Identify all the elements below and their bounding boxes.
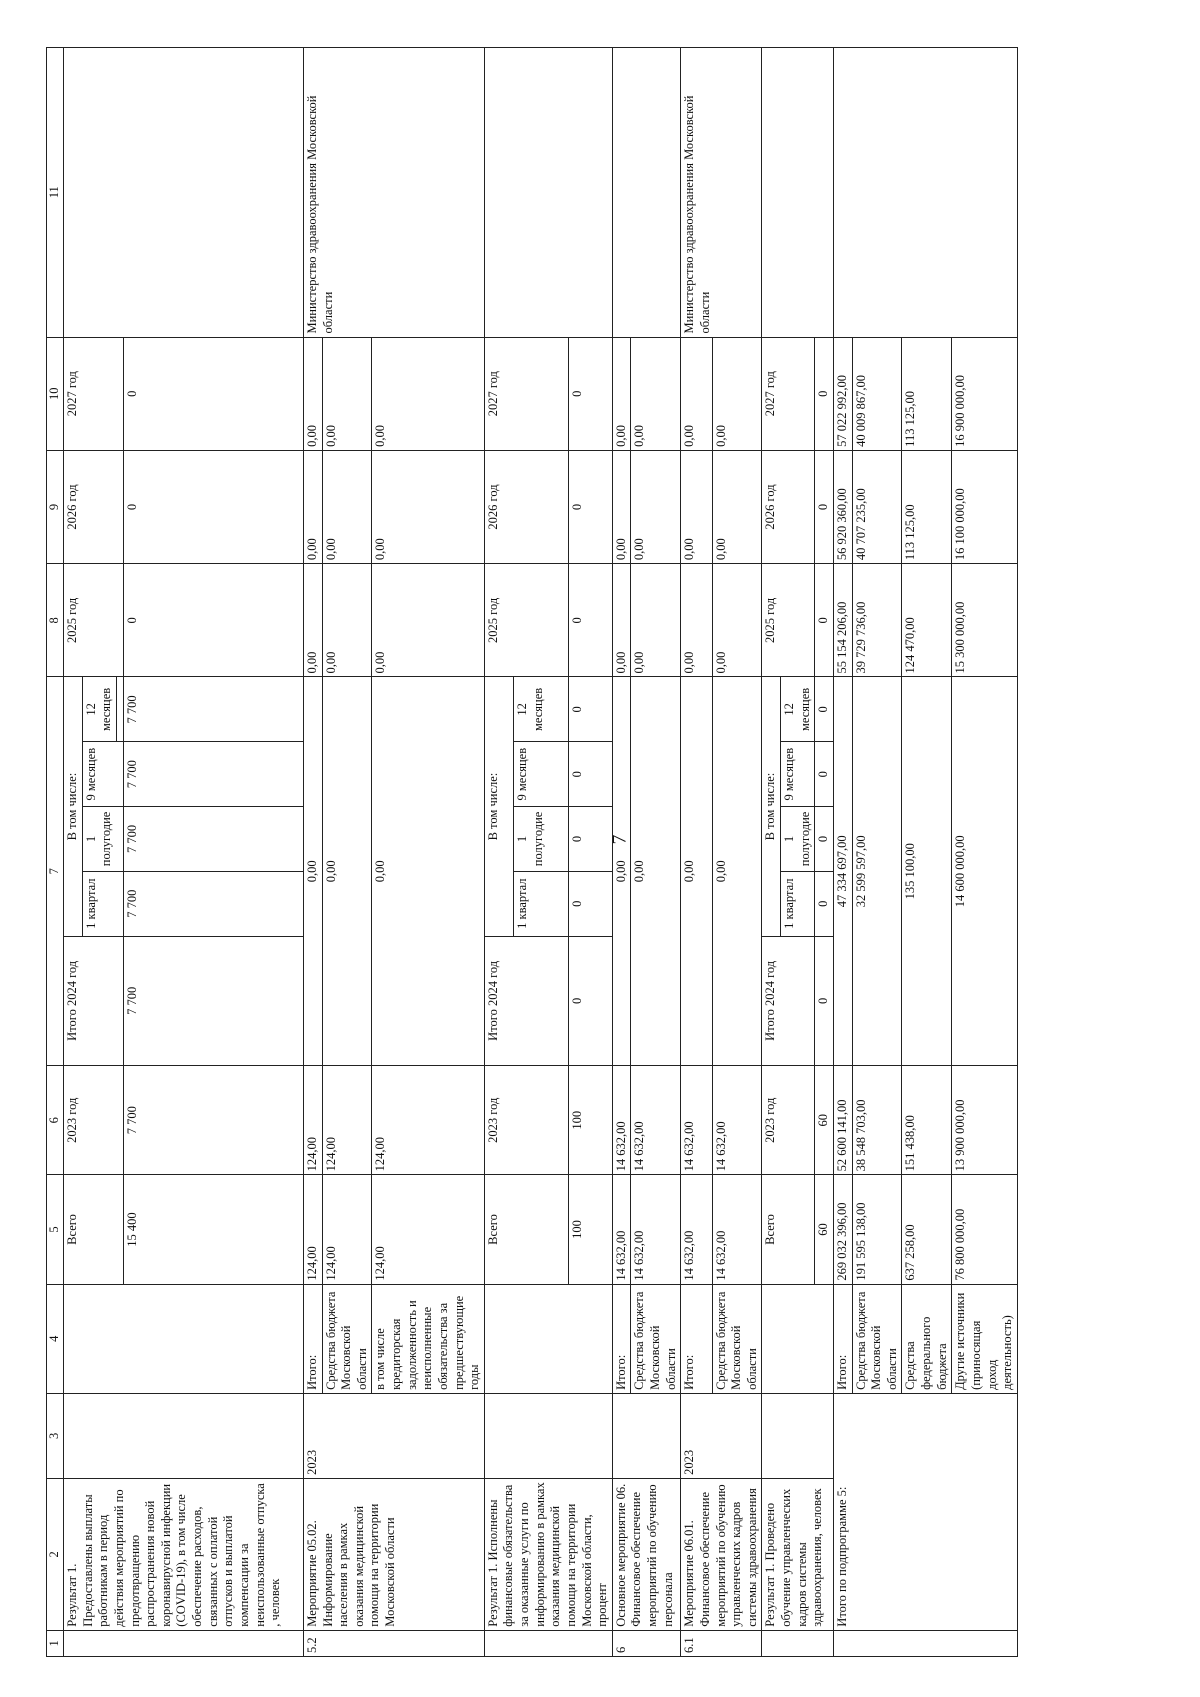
value-cell: 0,00 <box>631 450 681 563</box>
value-cell: 0 <box>815 936 834 1066</box>
value-cell: 0,00 <box>612 337 631 450</box>
col-header: 10 <box>47 337 64 450</box>
row-number: 6 <box>612 1630 681 1656</box>
table-row <box>762 48 781 1657</box>
label-including: В том числе: <box>484 677 514 936</box>
value-cell: 0 <box>568 742 612 807</box>
table-row <box>681 48 712 1657</box>
table-row <box>833 48 852 1657</box>
value-cell: 135 100,00 <box>902 677 952 1066</box>
value-cell: 0 <box>815 871 834 936</box>
page-number: 7 <box>608 834 631 845</box>
result-name: Результат 1. Исполнены финансовые обязательства за оказанные услуги по информированию в рамках оказания медицинской помощи на территории Московской области, процент <box>484 1478 612 1630</box>
value-cell: 0,00 <box>712 564 762 677</box>
value-cell: 76 800 000,00 <box>952 1175 1018 1284</box>
value-cell: 15 400 <box>123 1175 303 1284</box>
table-row <box>64 48 83 1657</box>
measure-year: 2023 <box>303 1393 484 1478</box>
value-cell: 0,00 <box>372 450 484 563</box>
value-cell: 56 920 360,00 <box>833 450 852 563</box>
value-cell: 57 022 992,00 <box>833 337 852 450</box>
value-cell: 0,00 <box>631 677 681 1066</box>
value-cell: 0 <box>568 807 612 872</box>
label-period: 1 полугодие <box>82 807 123 872</box>
col-header: 6 <box>47 1066 64 1175</box>
source-label: Итого: <box>303 1284 322 1393</box>
value-cell: 113 125,00 <box>902 450 952 563</box>
value-cell: 47 334 697,00 <box>833 677 852 1066</box>
source-label: Итого: <box>833 1284 852 1393</box>
col-header: 5 <box>47 1175 64 1284</box>
value-cell: 0,00 <box>372 677 484 1066</box>
col-header: 9 <box>47 450 64 563</box>
value-cell: 0,00 <box>631 564 681 677</box>
value-cell: 0,00 <box>631 337 681 450</box>
value-cell: 0 <box>568 564 612 677</box>
value-cell: 124,00 <box>372 1066 484 1175</box>
value-cell: 14 600 000,00 <box>952 677 1018 1066</box>
label-period: 9 месяцев <box>514 742 568 807</box>
label-year: 2027 год <box>762 337 815 450</box>
col-header: 4 <box>47 1284 64 1393</box>
value-cell: 38 548 703,00 <box>852 1066 902 1175</box>
value-cell: 0,00 <box>712 450 762 563</box>
value-cell: 0 <box>815 337 834 450</box>
label-including: В том числе: <box>64 677 83 936</box>
label-period: 9 месяцев <box>82 742 123 807</box>
value-cell: 39 729 736,00 <box>852 564 902 677</box>
value-cell: 0,00 <box>322 677 372 1066</box>
col-header: 11 <box>47 48 64 338</box>
label-year: 2025 год <box>64 564 124 677</box>
value-cell: 124 470,00 <box>902 564 952 677</box>
value-cell: 124,00 <box>372 1175 484 1284</box>
value-cell: 60 <box>815 1175 834 1284</box>
value-cell: 0 <box>815 564 834 677</box>
value-cell: 0,00 <box>612 450 631 563</box>
value-cell: 0 <box>815 450 834 563</box>
value-cell: 100 <box>568 1175 612 1284</box>
source-label: Итого: <box>681 1284 712 1393</box>
label-period: 1 полугодие <box>514 807 568 872</box>
value-cell: 0,00 <box>681 450 712 563</box>
source-label: Средства бюджета Московской области <box>712 1284 762 1393</box>
value-cell: 0 <box>568 871 612 936</box>
value-cell: 13 900 000,00 <box>952 1066 1018 1175</box>
value-cell: 0,00 <box>303 337 322 450</box>
measure-name: Основное мероприятие 06. Финансовое обеспечение мероприятий по обучению персонала <box>612 1478 681 1630</box>
value-cell: 14 632,00 <box>631 1175 681 1284</box>
table-row <box>484 48 514 1657</box>
label-total: Всего <box>762 1175 815 1284</box>
value-cell: 14 632,00 <box>712 1066 762 1175</box>
value-cell: 0 <box>815 677 834 742</box>
value-cell: 124,00 <box>322 1066 372 1175</box>
value-cell: 60 <box>815 1066 834 1175</box>
table-row <box>612 48 631 1657</box>
label-year: 2023 год <box>762 1066 815 1175</box>
label-year: 2027 год <box>64 337 124 450</box>
value-cell: 269 032 396,00 <box>833 1175 852 1284</box>
value-cell: 0,00 <box>372 337 484 450</box>
value-cell: 0,00 <box>372 564 484 677</box>
measure-year: 2023 <box>681 1393 762 1478</box>
value-cell: 7 700 <box>123 677 303 742</box>
value-cell: 14 632,00 <box>681 1175 712 1284</box>
label-year: 2023 год <box>64 1066 124 1175</box>
responsible: Министерство здравоохранения Московской области <box>681 48 762 338</box>
value-cell: 0,00 <box>612 677 631 1066</box>
label-itogo-2024: Итого 2024 год <box>64 936 124 1066</box>
value-cell: 7 700 <box>123 936 303 1066</box>
col-header: 1 <box>47 1630 64 1656</box>
value-cell: 0 <box>568 337 612 450</box>
value-cell: 7 700 <box>123 807 303 872</box>
value-cell: 7 700 <box>123 1066 303 1175</box>
value-cell: 14 632,00 <box>631 1066 681 1175</box>
result-name: Результат 1. Предоставлены выплаты работникам в период действия мероприятий по предотвращению распространения новой коронавирусной инфекции (COVID-19), в том числе обеспечение расходов, связанных с оплатой отпусков и выплатой компенсации за неиспользованные отпуска , человек <box>64 1478 304 1630</box>
responsible: Министерство здравоохранения Московской области <box>303 48 484 338</box>
label-period: 1 квартал <box>514 871 568 936</box>
value-cell: 14 632,00 <box>612 1066 631 1175</box>
value-cell: 100 <box>568 1066 612 1175</box>
value-cell: 0 <box>568 936 612 1066</box>
col-header: 3 <box>47 1393 64 1478</box>
label-including: В том числе: <box>762 677 781 936</box>
value-cell: 14 632,00 <box>712 1175 762 1284</box>
measure-name: Мероприятие 06.01. Финансовое обеспечение мероприятий по обучению управленческих кадров системы здравоохранения <box>681 1478 762 1630</box>
row-number: 6.1 <box>681 1630 762 1656</box>
source-label: Другие источники (приносящая доход деятельность) <box>952 1284 1018 1393</box>
label-year: 2025 год <box>484 564 568 677</box>
value-cell: 124,00 <box>303 1066 322 1175</box>
source-label: Итого: <box>612 1284 631 1393</box>
source-label: Средства бюджета Московской области <box>852 1284 902 1393</box>
label-itogo-2024: Итого 2024 год <box>762 936 815 1066</box>
value-cell: 637 258,00 <box>902 1175 952 1284</box>
table-row <box>303 48 322 1657</box>
budget-table <box>46 47 1018 1657</box>
source-label: Средства бюджета Московской области <box>322 1284 372 1393</box>
value-cell: 14 632,00 <box>681 1066 712 1175</box>
source-label: Средства бюджета Московской области <box>631 1284 681 1393</box>
value-cell: 32 599 597,00 <box>852 677 902 1066</box>
value-cell: 0,00 <box>681 677 712 1066</box>
measure-name: Мероприятие 05.02. Информирование населения в рамках оказания медицинской помощи на территории Московской области <box>303 1478 484 1630</box>
value-cell: 7 700 <box>123 871 303 936</box>
value-cell: 0,00 <box>681 564 712 677</box>
value-cell: 0,00 <box>712 677 762 1066</box>
row-number: 5.2 <box>303 1630 484 1656</box>
value-cell: 0 <box>123 450 303 563</box>
label-year: 2027 год <box>484 337 568 450</box>
value-cell: 113 125,00 <box>902 337 952 450</box>
value-cell: 0,00 <box>303 564 322 677</box>
value-cell: 7 700 <box>123 742 303 807</box>
label-period: 9 месяцев <box>781 742 815 807</box>
value-cell: 151 438,00 <box>902 1066 952 1175</box>
label-itogo-2024: Итого 2024 год <box>484 936 568 1066</box>
value-cell: 0 <box>123 337 303 450</box>
result-name: Результат 1. Проведено обучение управленческих кадров системы здравоохранения, человек <box>762 1478 834 1630</box>
label-year: 2026 год <box>484 450 568 563</box>
value-cell: 0 <box>123 564 303 677</box>
subprogram-total-label: Итого по подпрограмме 5: <box>833 1393 1017 1630</box>
value-cell: 191 595 138,00 <box>852 1175 902 1284</box>
value-cell: 0,00 <box>322 337 372 450</box>
label-period: 1 квартал <box>82 871 123 936</box>
label-period: 12 месяцев <box>82 677 116 742</box>
label-year: 2026 год <box>64 450 124 563</box>
label-period: 12 месяцев <box>781 677 815 742</box>
col-header: 2 <box>47 1478 64 1630</box>
value-cell: 15 300 000,00 <box>952 564 1018 677</box>
value-cell: 16 100 000,00 <box>952 450 1018 563</box>
value-cell: 0 <box>568 677 612 742</box>
value-cell: 14 632,00 <box>612 1175 631 1284</box>
value-cell: 0,00 <box>712 337 762 450</box>
col-header: 8 <box>47 564 64 677</box>
label-period: 1 полугодие <box>781 807 815 872</box>
label-period: 12 месяцев <box>514 677 568 742</box>
label-year: 2025 год <box>762 564 815 677</box>
label-period: 1 квартал <box>781 871 815 936</box>
value-cell: 16 900 000,00 <box>952 337 1018 450</box>
value-cell: 0 <box>815 807 834 872</box>
value-cell: 0,00 <box>612 564 631 677</box>
value-cell: 0,00 <box>681 337 712 450</box>
label-year: 2023 год <box>484 1066 568 1175</box>
value-cell: 55 154 206,00 <box>833 564 852 677</box>
label-total: Всего <box>64 1175 124 1284</box>
value-cell: 0 <box>568 450 612 563</box>
value-cell: 52 600 141,00 <box>833 1066 852 1175</box>
source-label: в том числе кредиторская задолженность и неисполненные обязательства за предшествующие годы <box>372 1284 484 1393</box>
label-total: Всего <box>484 1175 568 1284</box>
value-cell: 0,00 <box>303 450 322 563</box>
value-cell: 40 707 235,00 <box>852 450 902 563</box>
value-cell: 0,00 <box>303 677 322 1066</box>
column-number-row <box>47 48 64 1657</box>
value-cell: 40 009 867,00 <box>852 337 902 450</box>
value-cell: 0 <box>815 742 834 807</box>
rotated-page <box>46 47 1015 1657</box>
source-label: Средства федерального бюджета <box>902 1284 952 1393</box>
col-header: 7 <box>47 677 64 1066</box>
value-cell: 124,00 <box>303 1175 322 1284</box>
value-cell: 0,00 <box>322 564 372 677</box>
label-year: 2026 год <box>762 450 815 563</box>
value-cell: 124,00 <box>322 1175 372 1284</box>
value-cell: 0,00 <box>322 450 372 563</box>
